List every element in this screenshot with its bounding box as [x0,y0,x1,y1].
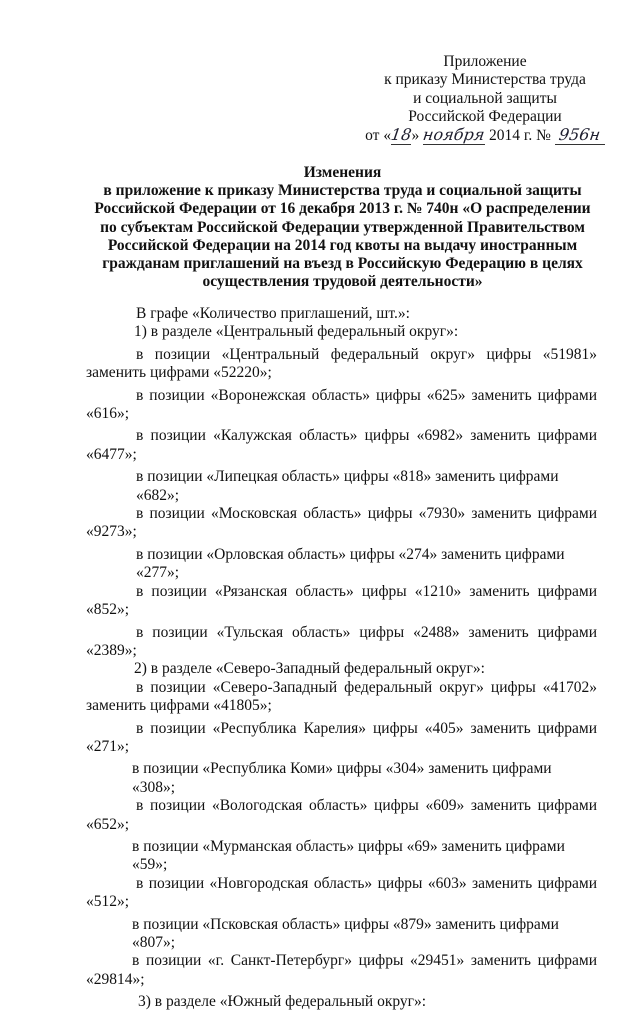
paragraph-line: в позиции «Вологодская область» цифры «609» заменить цифрами [136,797,597,815]
paragraph-line: заменить цифрами «52220»; [86,364,272,382]
title-line-6: гражданам приглашений на въезд в Российскую Федерацию в целях [102,255,583,273]
paragraph-line: в позиции «Новгородская область» цифры «603» заменить цифрами [136,874,597,892]
paragraph-line: «616»; [86,405,130,423]
title-line-7: осуществления трудовой деятельности» [202,273,483,291]
paragraph-line: в позиции «г. Санкт-Петербург» цифры «29451» заменить цифрами [132,952,597,970]
title-line-1: Изменения [303,164,382,181]
paragraph-line: в позиции «Республика Карелия» цифры «405» заменить цифрами [136,719,597,737]
paragraph-line: в позиции «Орловская область» цифры «274» заменить цифрами «277»; [136,545,565,582]
annex-line-4: Российской Федерации [408,107,562,125]
paragraph-line: в позиции «Республика Коми» цифры «304» заменить цифрами «308»; [132,760,552,796]
title-line-3: Российской Федерации от 16 декабря 2013 г. № 740н «О распределении [94,200,591,218]
annex-line-2: к приказу Министерства труда [384,71,586,89]
paragraph-line: в позиции «Псковская область» цифры «879» заменить цифрами «807»; [132,915,559,951]
paragraph-line: в позиции «Московская область» цифры «7930» заменить цифрами [136,505,597,523]
date-year: 2014 г. № [488,127,551,145]
annex-line-1: Приложение [443,53,527,70]
title-line-2: в приложение к приказу Министерства труда и социальной защиты [103,182,582,200]
paragraph-line: «852»; [86,601,130,619]
paragraph-line: «2389»; [86,641,137,659]
paragraph-line: в позиции «Мурманская область» цифры «69» заменить цифрами «59»; [132,837,565,874]
date-close-quote: » [411,127,420,145]
paragraph-line: в позиции «Центральный федеральный округ» цифры «51981» [136,345,597,363]
paragraph-line: в позиции «Тульская область» цифры «2488» заменить цифрами [136,623,597,641]
date-day-handwritten: 18 [389,125,413,145]
section-2-heading: 2) в разделе «Северо-Западный федеральный округ»: [134,660,485,678]
section-3-heading: 3) в разделе «Южный федеральный округ»: [138,993,427,1011]
title-line-4: по субъектам Российской Федерации утвержденной Правительством [100,218,585,236]
document-body [86,305,597,1012]
paragraph-line: «29814»; [86,970,145,988]
paragraph-line: «652»; [86,815,130,833]
paragraph-line: в позиции «Калужская область» цифры «6982» заменить цифрами [136,427,597,445]
paragraph-line: в позиции «Воронежская область» цифры «625» заменить цифрами [136,386,597,404]
paragraph-line: «271»; [86,737,130,755]
intro-paragraph: В графе «Количество приглашений, шт.»: [136,305,410,322]
paragraph-line: «6477»; [86,445,137,463]
section-1-heading: 1) в разделе «Центральный федеральный округ»: [134,323,459,341]
date-prefix: от « [365,127,392,145]
paragraph-line: в позиции «Рязанская область» цифры «1210» заменить цифрами [136,582,597,600]
order-date-line [350,127,620,147]
annex-line-3: и социальной защиты [413,89,557,107]
paragraph-line: заменить цифрами «41805»; [86,697,272,715]
date-month-handwritten: ноября [422,125,487,145]
document-title [80,164,605,291]
paragraph-line: в позиции «Северо-Западный федеральный округ» цифры «41702» [136,678,597,696]
order-number-handwritten: 956н [558,125,602,145]
paragraph-line: «512»; [86,893,130,911]
title-line-5: Российской Федерации на 2014 год квоты на выдачу иностранным [107,236,578,254]
paragraph-line: в позиции «Липецкая область» цифры «818» заменить цифрами «682»; [136,468,559,504]
paragraph-line: «9273»; [86,523,137,541]
annex-header [350,53,620,147]
